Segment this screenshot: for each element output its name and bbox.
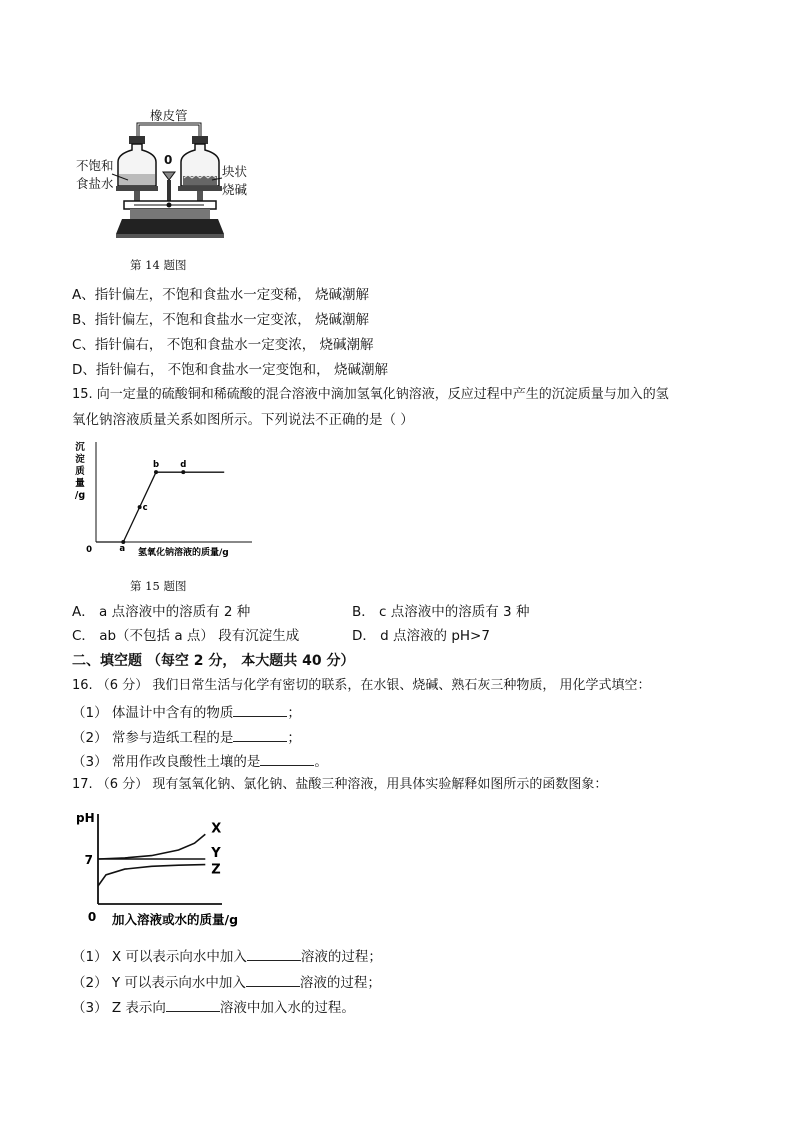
q17-item-3-text: （3） Z 表示向 bbox=[72, 1000, 166, 1016]
y-axis-label: 沉 bbox=[75, 442, 85, 453]
q16-stem: 16. （6 分） 我们日常生活与化学有密切的联系，在水银、烧碱、熟石灰三种物质， 用化学式填空： bbox=[72, 678, 651, 693]
pointer-zero-label: 0 bbox=[164, 153, 173, 167]
q14-option-a: A、指针偏左，不饱和食盐水一定变稀， 烧碱潮解 bbox=[72, 287, 370, 303]
q17-item-1-end: 溶液的过程； bbox=[300, 949, 382, 965]
y-axis-label: /g bbox=[74, 490, 86, 501]
y-axis-label: 质 bbox=[75, 466, 85, 477]
q17-stem: 17. （6 分） 现有氢氧化钠、氯化钠、盐酸三种溶液，用具体实验解释如图所示的函数图象： bbox=[72, 777, 608, 792]
left-bottle-label-2: 食盐水 bbox=[76, 176, 114, 191]
x-axis-label: 加入溶液或水的质量/g bbox=[112, 912, 239, 927]
y-axis-label: 量 bbox=[75, 478, 85, 489]
q14-option-c: C、指针偏右， 不饱和食盐水一定变浓， 烧碱潮解 bbox=[72, 337, 374, 353]
point-label-a: a bbox=[119, 544, 126, 554]
point-b bbox=[154, 470, 158, 474]
origin-label: 0 bbox=[86, 545, 92, 555]
q15-chart bbox=[70, 436, 260, 562]
x-axis-label: 氢氧化钠溶液的质量/g bbox=[138, 548, 229, 558]
q16-item-2-text: （2） 常参与造纸工程的是 bbox=[72, 730, 234, 746]
q17-item-1-text: （1） X 可以表示向水中加入 bbox=[72, 949, 247, 965]
right-bottle-label-1: 块状 bbox=[222, 164, 248, 179]
q16-item-2-end: ； bbox=[287, 730, 301, 746]
q17-item-2-end: 溶液的过程； bbox=[299, 975, 381, 991]
section-2-title: 二、填空题 （每空 2 分， 本大题共 40 分） bbox=[72, 653, 355, 669]
y-axis-label: 淀 bbox=[75, 454, 85, 465]
left-bottle-label-1: 不饱和 bbox=[76, 158, 114, 173]
q14-option-d: D、指针偏右， 不饱和食盐水一定变饱和， 烧碱潮解 bbox=[72, 362, 388, 378]
q15-stem-line-2: 氧化钠溶液质量关系如图所示。下列说法不正确的是（ ） bbox=[72, 412, 414, 428]
series-z-label: Z bbox=[211, 862, 221, 878]
point-label-b: b bbox=[152, 460, 160, 471]
q15-option-d: D． d 点溶液的 pH>7 bbox=[352, 628, 490, 644]
series-x-line bbox=[98, 834, 205, 859]
figure-15-caption: 第 15 题图 bbox=[130, 579, 187, 593]
q16-item-1-text: （1） 体温计中含有的物质 bbox=[72, 705, 234, 721]
point-c bbox=[138, 505, 142, 509]
q17-chart bbox=[72, 806, 272, 934]
q15-option-a: A． a 点溶液中的溶质有 2 种 bbox=[72, 604, 251, 620]
figure-14-caption: 第 14 题图 bbox=[130, 258, 187, 272]
point-d bbox=[181, 470, 185, 474]
q16-item-3-blank[interactable] bbox=[260, 751, 314, 766]
q17-item-3-end: 溶液中加入水的过程。 bbox=[219, 1000, 355, 1016]
q17-item-2-text: （2） Y 可以表示向水中加入 bbox=[72, 975, 246, 991]
q17-item-1-blank[interactable] bbox=[247, 946, 301, 961]
q17-item-3-blank[interactable] bbox=[166, 997, 220, 1012]
q16-item-1-blank[interactable] bbox=[233, 702, 287, 717]
q16-item-2 bbox=[72, 727, 301, 747]
q17-item-2-blank[interactable] bbox=[246, 972, 300, 987]
q17-chart-svg bbox=[72, 806, 272, 934]
series-y-label: Y bbox=[211, 846, 221, 861]
right-bottle-label-2: 烧碱 bbox=[222, 182, 248, 197]
q16-item-1-end: ； bbox=[287, 705, 301, 721]
q15-option-b: B． c 点溶液中的溶质有 3 种 bbox=[352, 604, 530, 620]
q15-chart-svg bbox=[70, 436, 260, 562]
q15-stem-line-1: 15. 向一定量的硫酸铜和稀硫酸的混合溶液中滴加氢氧化钠溶液，反应过程中产生的沉淀质量与加入的氢 bbox=[72, 387, 669, 402]
q16-item-3 bbox=[72, 751, 328, 771]
point-label-c: c bbox=[142, 503, 148, 514]
y-axis-label: pH bbox=[76, 811, 95, 825]
q16-item-3-end: 。 bbox=[314, 754, 328, 770]
y-tick-7: 7 bbox=[84, 853, 93, 867]
origin-label: 0 bbox=[87, 910, 97, 924]
q16-item-2-blank[interactable] bbox=[233, 727, 287, 742]
point-label-d: d bbox=[180, 460, 187, 471]
q17-item-3 bbox=[72, 997, 355, 1017]
q16-item-3-text: （3） 常用作改良酸性土壤的是 bbox=[72, 754, 261, 770]
figure-14 bbox=[72, 100, 272, 245]
q15-option-c: C． ab（不包括 a 点） 段有沉淀生成 bbox=[72, 628, 300, 644]
q17-item-1 bbox=[72, 946, 382, 966]
q14-option-b: B、指针偏左，不饱和食盐水一定变浓， 烧碱潮解 bbox=[72, 312, 370, 328]
series-z-line bbox=[98, 865, 205, 886]
q17-item-2 bbox=[72, 972, 381, 992]
data-line bbox=[96, 472, 224, 542]
series-x-label: X bbox=[211, 821, 222, 837]
tube-label: 橡皮管 bbox=[150, 108, 188, 123]
q16-item-1 bbox=[72, 702, 301, 722]
